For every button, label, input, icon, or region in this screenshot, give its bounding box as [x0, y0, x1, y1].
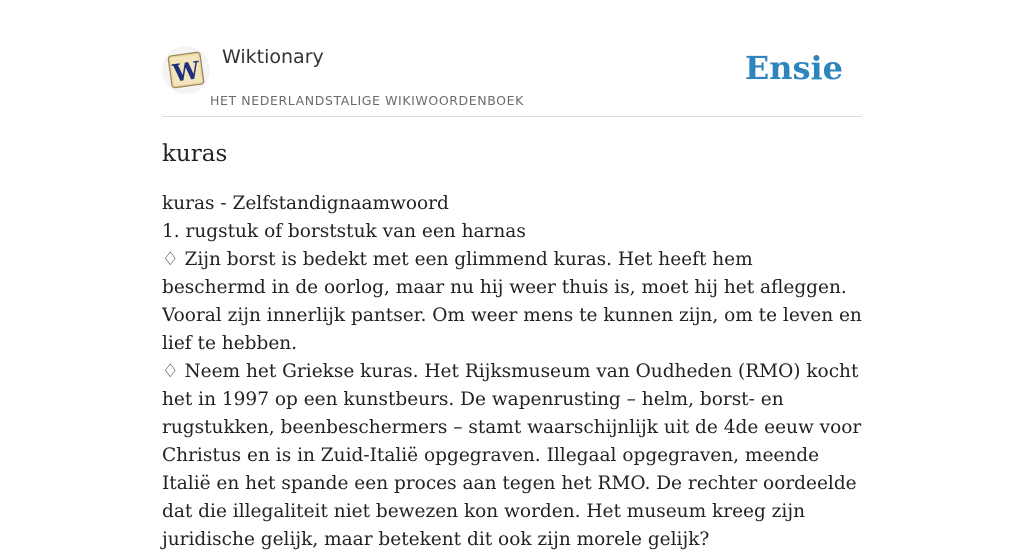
site-subtitle: HET NEDERLANDSTALIGE WIKIWOORDENBOEK	[210, 93, 524, 108]
example-sentence: ♢ Zijn borst is bedekt met een glimmend kuras. Het heeft hem beschermd in de oorlog, maar nu hij weer thuis is, moet hij het afleggen. Vooral zijn innerlijk pantser. Om weer mens te kunnen zijn, om te leven en lief te hebben.	[162, 249, 862, 354]
word-class-line: kuras - Zelfstandignaamwoord	[162, 193, 449, 214]
entry-content	[162, 138, 862, 554]
entry-body	[162, 190, 862, 554]
logo-tile-graphic	[162, 46, 210, 94]
site-header	[162, 40, 862, 117]
site-title[interactable]: Wiktionary	[222, 46, 324, 68]
definition: 1. rugstuk of borststuk van een harnas	[162, 221, 526, 242]
entry-title: kuras	[162, 141, 228, 167]
example-sentence: ♢ Neem het Griekse kuras. Het Rijksmuseum van Oudheden (RMO) kocht het in 1997 op een kunstbeurs. De wapenrusting – helm, borst- en rugstukken, beenbeschermers – stamt waarschijnlijk uit de 4de eeuw voor Christus en is in Zuid-Italië opgegraven. Illegaal opgegraven, meende Italië en het spande een proces aan tegen het RMO. De rechter oordeelde dat die illegaliteit niet bewezen kon worden. Het museum kreeg zijn juridische gelijk, maar betekent dit ook zijn morele gelijk?	[162, 361, 862, 550]
wiktionary-logo-icon[interactable]	[162, 46, 210, 94]
ensie-brand-link[interactable]: Ensie	[744, 49, 843, 87]
logo-letter: W	[170, 55, 202, 88]
